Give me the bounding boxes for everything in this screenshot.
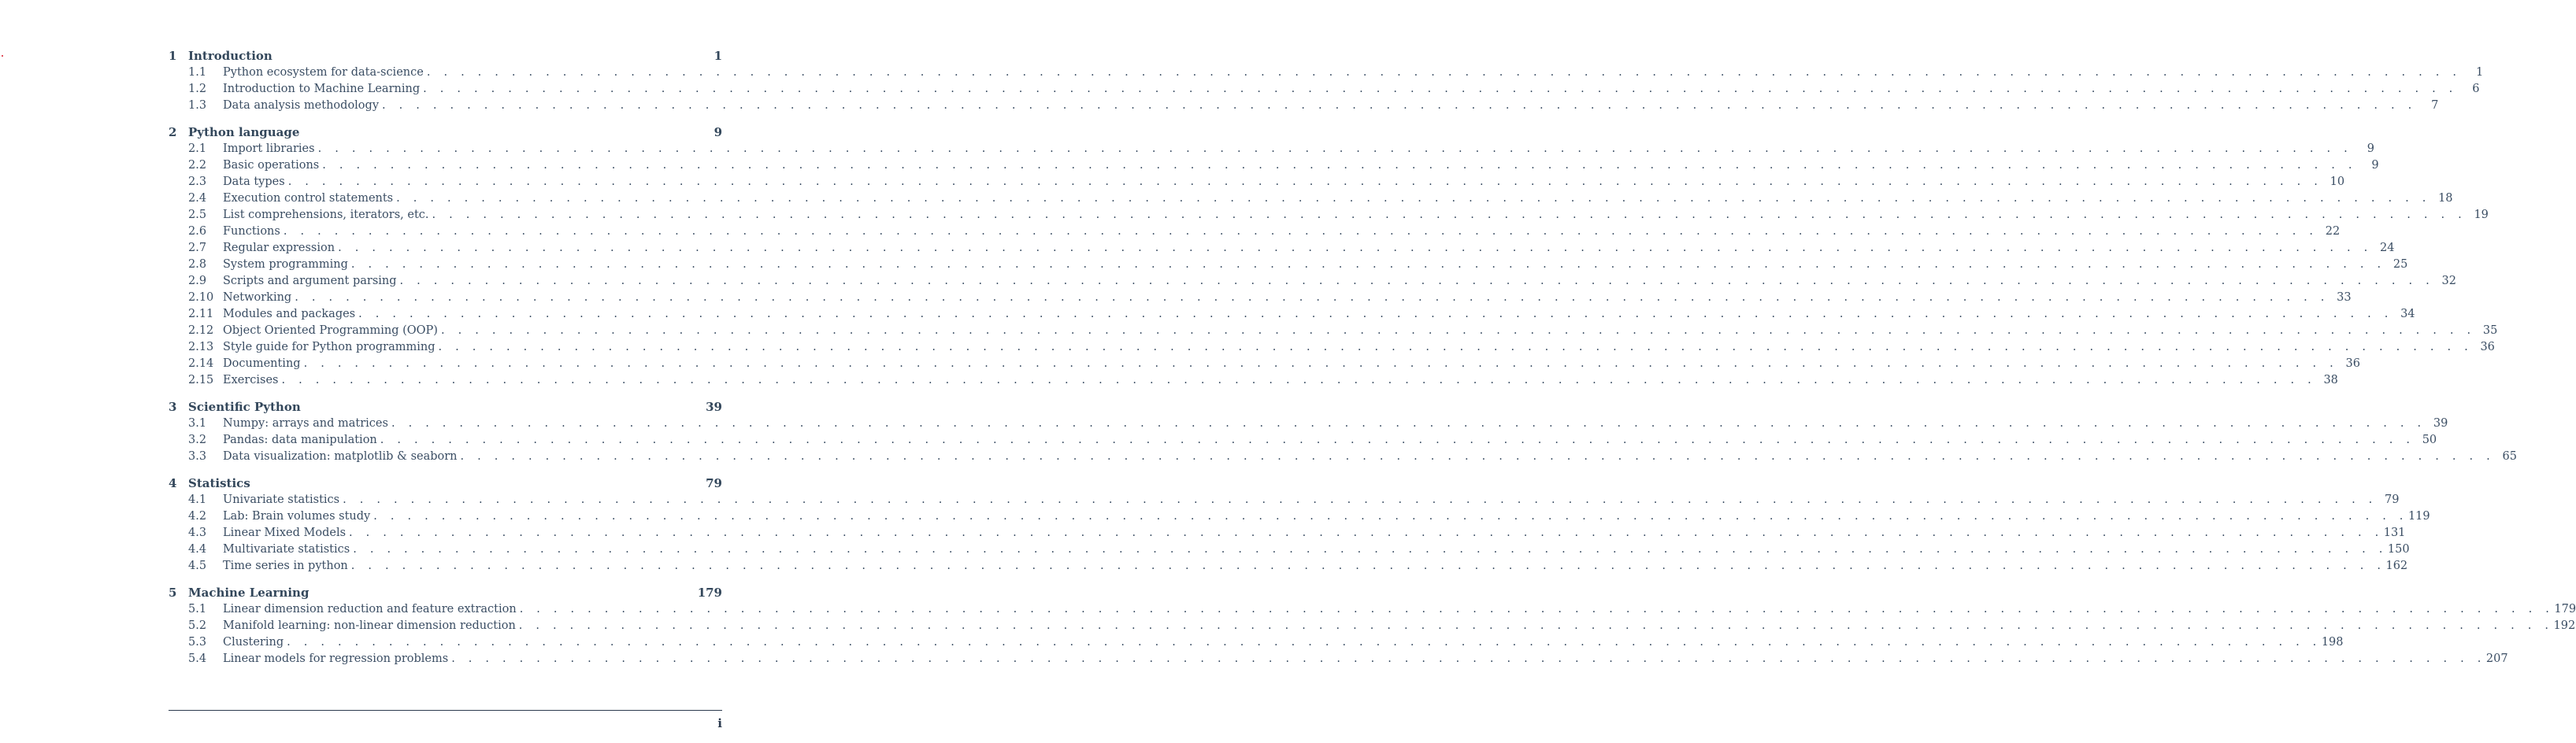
section-number: 2.4 bbox=[188, 192, 207, 205]
section-page: 1 bbox=[2475, 66, 2484, 79]
dot-leader: . . . . . . . . . . . . . . . . . . . . . . . . . . . . . . . . . . . . . . . . . . . . . . . . . . . . . . . . . . . . . . . . . . . . . . . . . . . . . . . . . . . . . . . . . . . . . . . . . . . . . . . . . . . . . . . . . . . . . . . . bbox=[343, 493, 2378, 506]
toc-chapter-entry[interactable] bbox=[169, 584, 722, 601]
toc-section-entry[interactable] bbox=[169, 339, 2495, 356]
section-title: Python ecosystem for data-science bbox=[223, 66, 424, 79]
section-title: Time series in python bbox=[223, 560, 348, 572]
section-number: 2.9 bbox=[188, 275, 207, 287]
section-page: 192 bbox=[2553, 619, 2576, 632]
footer-rule bbox=[169, 710, 722, 711]
chapter-title: Scientific Python bbox=[188, 400, 301, 414]
toc-section-entry[interactable] bbox=[169, 323, 2498, 339]
dot-leader: . . . . . . . . . . . . . . . . . . . . . . . . . . . . . . . . . . . . . . . . . . . . . . . . . . . . . . . . . . . . . . . . . . . . . . . . . . . . . . . . . . . . . . . . . . . . . . . . . . . . . . . . . . . . . . . . . . . . . . . . bbox=[451, 652, 2486, 665]
dot-leader: . . . . . . . . . . . . . . . . . . . . . . . . . . . . . . . . . . . . . . . . . . . . . . . . . . . . . . . . . . . . . . . . . . . . . . . . . . . . . . . . . . . . . . . . . . . . . . . . . . . . . . . . . . . . . . . . . . . . . . . . bbox=[423, 83, 2458, 95]
section-number: 2.1 bbox=[188, 142, 207, 155]
dot-leader: . . . . . . . . . . . . . . . . . . . . . . . . . . . . . . . . . . . . . . . . . . . . . . . . . . . . . . . . . . . . . . . . . . . . . . . . . . . . . . . . . . . . . . . . . . . . . . . . . . . . . . . . . . . . . . . . . . . . . . . . bbox=[396, 192, 2431, 205]
toc-section-entry[interactable] bbox=[169, 174, 2345, 190]
section-title: Data analysis methodology bbox=[223, 99, 380, 112]
section-page: 35 bbox=[2482, 324, 2498, 337]
toc-section-entry[interactable] bbox=[169, 157, 2379, 174]
section-number: 2.15 bbox=[188, 374, 214, 386]
toc-section-entry[interactable] bbox=[169, 601, 2576, 618]
section-page: 25 bbox=[2393, 258, 2408, 271]
toc-section-entry[interactable] bbox=[169, 525, 2406, 542]
section-number: 2.8 bbox=[188, 258, 207, 271]
dot-leader: . . . . . . . . . . . . . . . . . . . . . . . . . . . . . . . . . . . . . . . . . . . . . . . . . . . . . . . . . . . . . . . . . . . . . . . . . . . . . . . . . . . . . . . . . . . . . . . . . . . . . . . . . . . . . . . . . . . . . . . . bbox=[399, 275, 2434, 287]
toc-section-entry[interactable] bbox=[169, 273, 2456, 290]
chapter-number: 5 bbox=[169, 586, 177, 600]
toc-chapter bbox=[169, 124, 2498, 389]
section-number: 5.4 bbox=[188, 652, 207, 665]
toc-section-entry[interactable] bbox=[169, 492, 2400, 508]
page-number: i bbox=[717, 716, 722, 730]
toc-chapter-entry[interactable] bbox=[169, 47, 722, 65]
section-number: 5.1 bbox=[188, 603, 207, 615]
section-page: 19 bbox=[2474, 209, 2489, 221]
section-title: Networking bbox=[223, 291, 292, 304]
chapter-number: 1 bbox=[169, 49, 177, 63]
section-page: 18 bbox=[2438, 192, 2453, 205]
chapter-page: 1 bbox=[713, 49, 722, 63]
toc-section-entry[interactable] bbox=[169, 141, 2374, 157]
toc-chapter-entry[interactable] bbox=[169, 475, 722, 492]
toc-section-entry[interactable] bbox=[169, 224, 2341, 240]
chapter-title: Statistics bbox=[188, 476, 250, 490]
section-page: 7 bbox=[2431, 99, 2439, 112]
toc-section-entry[interactable] bbox=[169, 190, 2453, 207]
section-title: Import libraries bbox=[223, 142, 315, 155]
dot-leader: . . . . . . . . . . . . . . . . . . . . . . . . . . . . . . . . . . . . . . . . . . . . . . . . . . . . . . . . . . . . . . . . . . . . . . . . . . . . . . . . . . . . . . . . . . . . . . . . . . . . . . . . . . . . . . . . . . . . . . . . bbox=[353, 543, 2388, 556]
toc-section-entry[interactable] bbox=[169, 651, 2508, 667]
toc-section-entry[interactable] bbox=[169, 634, 2344, 651]
toc-chapter-entry[interactable] bbox=[169, 398, 722, 416]
dot-leader: . . . . . . . . . . . . . . . . . . . . . . . . . . . . . . . . . . . . . . . . . . . . . . . . . . . . . . . . . . . . . . . . . . . . . . . . . . . . . . . . . . . . . . . . . . . . . . . . . . . . . . . . . . . . . . . . . . . . . . . . bbox=[460, 450, 2495, 463]
dot-leader: . . . . . . . . . . . . . . . . . . . . . . . . . . . . . . . . . . . . . . . . . . . . . . . . . . . . . . . . . . . . . . . . . . . . . . . . . . . . . . . . . . . . . . . . . . . . . . . . . . . . . . . . . . . . . . . . . . . . . . . . bbox=[350, 258, 2386, 271]
section-page: 207 bbox=[2485, 652, 2508, 665]
dot-leader: . . . . . . . . . . . . . . . . . . . . . . . . . . . . . . . . . . . . . . . . . . . . . . . . . . . . . . . . . . . . . . . . . . . . . . . . . . . . . . . . . . . . . . . . . . . . . . . . . . . . . . . . . . . . . . . . . . . . . . . . bbox=[426, 66, 2462, 79]
section-title: Introduction to Machine Learning bbox=[223, 83, 421, 95]
section-page: 162 bbox=[2385, 560, 2408, 572]
section-title: Scripts and argument parsing bbox=[223, 275, 397, 287]
section-title: Univariate statistics bbox=[223, 493, 340, 506]
toc-section-entry[interactable] bbox=[169, 508, 2430, 525]
chapter-number: 2 bbox=[169, 125, 177, 139]
section-page: 24 bbox=[2380, 242, 2395, 254]
section-title: Basic operations bbox=[223, 159, 320, 172]
toc-chapter-entry[interactable] bbox=[169, 124, 722, 141]
section-number: 5.2 bbox=[188, 619, 207, 632]
section-number: 4.5 bbox=[188, 560, 207, 572]
dot-leader: . . . . . . . . . . . . . . . . . . . . . . . . . . . . . . . . . . . . . . . . . . . . . . . . . . . . . . . . . . . . . . . . . . . . . . . . . . . . . . . . . . . . . . . . . . . . . . . . . . . . . . . . . . . . . . . . . . . . . . . . bbox=[373, 510, 2408, 523]
section-number: 2.11 bbox=[188, 308, 214, 320]
dot-leader: . . . . . . . . . . . . . . . . . . . . . . . . . . . . . . . . . . . . . . . . . . . . . . . . . . . . . . . . . . . . . . . . . . . . . . . . . . . . . . . . . . . . . . . . . . . . . . . . . . . . . . . . . . . . . . . . . . . . . . . . bbox=[432, 209, 2467, 221]
section-title: Functions bbox=[223, 225, 280, 238]
section-page: 33 bbox=[2337, 291, 2352, 304]
section-page: 9 bbox=[2367, 142, 2374, 155]
section-page: 79 bbox=[2385, 493, 2400, 506]
toc-section-entry[interactable] bbox=[169, 558, 2408, 575]
dot-leader: . . . . . . . . . . . . . . . . . . . . . . . . . . . . . . . . . . . . . . . . . . . . . . . . . . . . . . . . . . . . . . . . . . . . . . . . . . . . . . . . . . . . . . . . . . . . . . . . . . . . . . . . . . . . . . . . . . . . . . . . bbox=[322, 159, 2357, 172]
toc-section-entry[interactable] bbox=[169, 432, 2437, 449]
toc-section-entry[interactable] bbox=[169, 356, 2360, 372]
dot-leader: . . . . . . . . . . . . . . . . . . . . . . . . . . . . . . . . . . . . . . . . . . . . . . . . . . . . . . . . . . . . . . . . . . . . . . . . . . . . . . . . . . . . . . . . . . . . . . . . . . . . . . . . . . . . . . . . . . . . . . . . bbox=[287, 176, 2323, 188]
dot-leader: . . . . . . . . . . . . . . . . . . . . . . . . . . . . . . . . . . . . . . . . . . . . . . . . . . . . . . . . . . . . . . . . . . . . . . . . . . . . . . . . . . . . . . . . . . . . . . . . . . . . . . . . . . . . . . . . . . . . . . . . bbox=[283, 225, 2318, 238]
dot-leader: . . . . . . . . . . . . . . . . . . . . . . . . . . . . . . . . . . . . . . . . . . . . . . . . . . . . . . . . . . . . . . . . . . . . . . . . . . . . . . . . . . . . . . . . . . . . . . . . . . . . . . . . . . . . . . . . . . . . . . . . bbox=[303, 357, 2338, 370]
section-page: 10 bbox=[2330, 176, 2345, 188]
section-number: 2.2 bbox=[188, 159, 207, 172]
dot-leader: . . . . . . . . . . . . . . . . . . . . . . . . . . . . . . . . . . . . . . . . . . . . . . . . . . . . . . . . . . . . . . . . . . . . . . . . . . . . . . . . . . . . . . . . . . . . . . . . . . . . . . . . . . . . . . . . . . . . . . . . bbox=[358, 308, 2393, 320]
section-title: Linear models for regression problems bbox=[223, 652, 449, 665]
chapter-page: 39 bbox=[706, 400, 722, 414]
section-title: System programming bbox=[223, 258, 348, 271]
section-page: 119 bbox=[2407, 510, 2430, 523]
chapter-page: 179 bbox=[697, 586, 722, 600]
section-page: 34 bbox=[2400, 308, 2415, 320]
dot-leader: . . . . . . . . . . . . . . . . . . . . . . . . . . . . . . . . . . . . . . . . . . . . . . . . . . . . . . . . . . . . . . . . . . . . . . . . . . . . . . . . . . . . . . . . . . . . . . . . . . . . . . . . . . . . . . . . . . . . . . . . bbox=[295, 291, 2330, 304]
section-page: 150 bbox=[2387, 543, 2410, 556]
table-of-contents bbox=[169, 47, 2576, 677]
toc-chapter bbox=[169, 398, 2517, 465]
toc-chapter bbox=[169, 47, 2484, 114]
section-number: 2.13 bbox=[188, 341, 214, 353]
dot-leader: . . . . . . . . . . . . . . . . . . . . . . . . . . . . . . . . . . . . . . . . . . . . . . . . . . . . . . . . . . . . . . . . . . . . . . . . . . . . . . . . . . . . . . . . . . . . . . . . . . . . . . . . . . . . . . . . . . . . . . . . bbox=[382, 99, 2417, 112]
dot-leader: . . . . . . . . . . . . . . . . . . . . . . . . . . . . . . . . . . . . . . . . . . . . . . . . . . . . . . . . . . . . . . . . . . . . . . . . . . . . . . . . . . . . . . . . . . . . . . . . . . . . . . . . . . . . . . . . . . . . . . . . bbox=[440, 324, 2476, 337]
section-page: 22 bbox=[2325, 225, 2341, 238]
chapter-page: 9 bbox=[713, 125, 722, 139]
section-page: 50 bbox=[2422, 434, 2437, 446]
toc-section-entry[interactable] bbox=[169, 240, 2395, 257]
dot-leader: . . . . . . . . . . . . . . . . . . . . . . . . . . . . . . . . . . . . . . . . . . . . . . . . . . . . . . . . . . . . . . . . . . . . . . . . . . . . . . . . . . . . . . . . . . . . . . . . . . . . . . . . . . . . . . . . . . . . . . . . bbox=[380, 434, 2415, 446]
section-page: 36 bbox=[2480, 341, 2495, 353]
toc-section-entry[interactable] bbox=[169, 618, 2576, 634]
red-margin-mark bbox=[2, 55, 3, 57]
section-page: 65 bbox=[2502, 450, 2517, 463]
toc-section-entry[interactable] bbox=[169, 372, 2338, 389]
section-title: Data types bbox=[223, 176, 285, 188]
section-number: 2.3 bbox=[188, 176, 207, 188]
section-title: Pandas: data manipulation bbox=[223, 434, 377, 446]
section-number: 2.14 bbox=[188, 357, 214, 370]
section-title: Object Oriented Programming (OOP) bbox=[223, 324, 438, 337]
section-title: Linear Mixed Models bbox=[223, 527, 347, 539]
dot-leader: . . . . . . . . . . . . . . . . . . . . . . . . . . . . . . . . . . . . . . . . . . . . . . . . . . . . . . . . . . . . . . . . . . . . . . . . . . . . . . . . . . . . . . . . . . . . . . . . . . . . . . . . . . . . . . . . . . . . . . . . bbox=[350, 560, 2386, 572]
section-page: 9 bbox=[2371, 159, 2379, 172]
section-title: Exercises bbox=[223, 374, 279, 386]
section-title: Linear dimension reduction and feature extraction bbox=[223, 603, 517, 615]
section-number: 1.1 bbox=[188, 66, 207, 79]
section-page: 39 bbox=[2433, 417, 2448, 430]
chapter-title: Python language bbox=[188, 125, 300, 139]
section-number: 4.3 bbox=[188, 527, 207, 539]
section-number: 4.4 bbox=[188, 543, 207, 556]
toc-section-entry[interactable] bbox=[169, 306, 2415, 323]
section-page: 6 bbox=[2472, 83, 2480, 95]
dot-leader: . . . . . . . . . . . . . . . . . . . . . . . . . . . . . . . . . . . . . . . . . . . . . . . . . . . . . . . . . . . . . . . . . . . . . . . . . . . . . . . . . . . . . . . . . . . . . . . . . . . . . . . . . . . . . . . . . . . . . . . . bbox=[438, 341, 2473, 353]
dot-leader: . . . . . . . . . . . . . . . . . . . . . . . . . . . . . . . . . . . . . . . . . . . . . . . . . . . . . . . . . . . . . . . . . . . . . . . . . . . . . . . . . . . . . . . . . . . . . . . . . . . . . . . . . . . . . . . . . . . . . . . . bbox=[281, 374, 2316, 386]
toc-section-entry[interactable] bbox=[169, 416, 2448, 432]
section-page: 198 bbox=[2321, 636, 2344, 649]
section-page: 179 bbox=[2554, 603, 2576, 615]
section-number: 1.2 bbox=[188, 83, 207, 95]
dot-leader: . . . . . . . . . . . . . . . . . . . . . . . . . . . . . . . . . . . . . . . . . . . . . . . . . . . . . . . . . . . . . . . . . . . . . . . . . . . . . . . . . . . . . . . . . . . . . . . . . . . . . . . . . . . . . . . . . . . . . . . . bbox=[317, 142, 2352, 155]
section-page: 38 bbox=[2323, 374, 2338, 386]
section-number: 3.1 bbox=[188, 417, 207, 430]
section-title: List comprehensions, iterators, etc. bbox=[223, 209, 429, 221]
dot-leader: . . . . . . . . . . . . . . . . . . . . . . . . . . . . . . . . . . . . . . . . . . . . . . . . . . . . . . . . . . . . . . . . . . . . . . . . . . . . . . . . . . . . . . . . . . . . . . . . . . . . . . . . . . . . . . . . . . . . . . . . bbox=[391, 417, 2426, 430]
section-number: 2.6 bbox=[188, 225, 207, 238]
toc-section-entry[interactable] bbox=[169, 98, 2439, 114]
section-page: 36 bbox=[2345, 357, 2360, 370]
section-title: Lab: Brain volumes study bbox=[223, 510, 371, 523]
chapter-title: Introduction bbox=[188, 49, 272, 63]
dot-leader: . . . . . . . . . . . . . . . . . . . . . . . . . . . . . . . . . . . . . . . . . . . . . . . . . . . . . . . . . . . . . . . . . . . . . . . . . . . . . . . . . . . . . . . . . . . . . . . . . . . . . . . . . . . . . . . . . . . . . . . . bbox=[338, 242, 2373, 254]
section-number: 2.7 bbox=[188, 242, 207, 254]
chapter-page: 79 bbox=[706, 476, 722, 490]
toc-section-entry[interactable] bbox=[169, 449, 2517, 465]
chapter-number: 3 bbox=[169, 400, 177, 414]
section-number: 3.3 bbox=[188, 450, 207, 463]
section-title: Execution control statements bbox=[223, 192, 394, 205]
chapter-number: 4 bbox=[169, 476, 177, 490]
section-title: Modules and packages bbox=[223, 308, 356, 320]
toc-section-entry[interactable] bbox=[169, 81, 2480, 98]
section-page: 32 bbox=[2441, 275, 2456, 287]
dot-leader: . . . . . . . . . . . . . . . . . . . . . . . . . . . . . . . . . . . . . . . . . . . . . . . . . . . . . . . . . . . . . . . . . . . . . . . . . . . . . . . . . . . . . . . . . . . . . . . . . . . . . . . . . . . . . . . . . . . . . . . . bbox=[287, 636, 2322, 649]
toc-section-entry[interactable] bbox=[169, 290, 2352, 306]
toc-section-entry[interactable] bbox=[169, 542, 2410, 558]
dot-leader: . . . . . . . . . . . . . . . . . . . . . . . . . . . . . . . . . . . . . . . . . . . . . . . . . . . . . . . . . . . . . . . . . . . . . . . . . . . . . . . . . . . . . . . . . . . . . . . . . . . . . . . . . . . . . . . . . . . . . . . . bbox=[519, 603, 2555, 615]
section-title: Clustering bbox=[223, 636, 284, 649]
section-number: 2.12 bbox=[188, 324, 214, 337]
toc-section-entry[interactable] bbox=[169, 65, 2484, 81]
section-title: Numpy: arrays and matrices bbox=[223, 417, 388, 430]
section-number: 2.10 bbox=[188, 291, 214, 304]
toc-section-entry[interactable] bbox=[169, 257, 2408, 273]
section-title: Multivariate statistics bbox=[223, 543, 350, 556]
section-number: 4.1 bbox=[188, 493, 207, 506]
section-number: 1.3 bbox=[188, 99, 207, 112]
section-number: 5.3 bbox=[188, 636, 207, 649]
section-title: Regular expression bbox=[223, 242, 335, 254]
toc-section-entry[interactable] bbox=[169, 207, 2489, 224]
section-number: 4.2 bbox=[188, 510, 207, 523]
dot-leader: . . . . . . . . . . . . . . . . . . . . . . . . . . . . . . . . . . . . . . . . . . . . . . . . . . . . . . . . . . . . . . . . . . . . . . . . . . . . . . . . . . . . . . . . . . . . . . . . . . . . . . . . . . . . . . . . . . . . . . . . bbox=[518, 619, 2554, 632]
toc-chapter bbox=[169, 475, 2430, 575]
section-number: 3.2 bbox=[188, 434, 207, 446]
section-title: Style guide for Python programming bbox=[223, 341, 436, 353]
toc-chapter bbox=[169, 584, 2576, 667]
dot-leader: . . . . . . . . . . . . . . . . . . . . . . . . . . . . . . . . . . . . . . . . . . . . . . . . . . . . . . . . . . . . . . . . . . . . . . . . . . . . . . . . . . . . . . . . . . . . . . . . . . . . . . . . . . . . . . . . . . . . . . . . bbox=[349, 527, 2384, 539]
section-page: 131 bbox=[2383, 527, 2406, 539]
section-title: Data visualization: matplotlib & seaborn bbox=[223, 450, 458, 463]
section-number: 2.5 bbox=[188, 209, 207, 221]
chapter-title: Machine Learning bbox=[188, 586, 309, 600]
section-title: Documenting bbox=[223, 357, 301, 370]
section-title: Manifold learning: non-linear dimension reduction bbox=[223, 619, 516, 632]
